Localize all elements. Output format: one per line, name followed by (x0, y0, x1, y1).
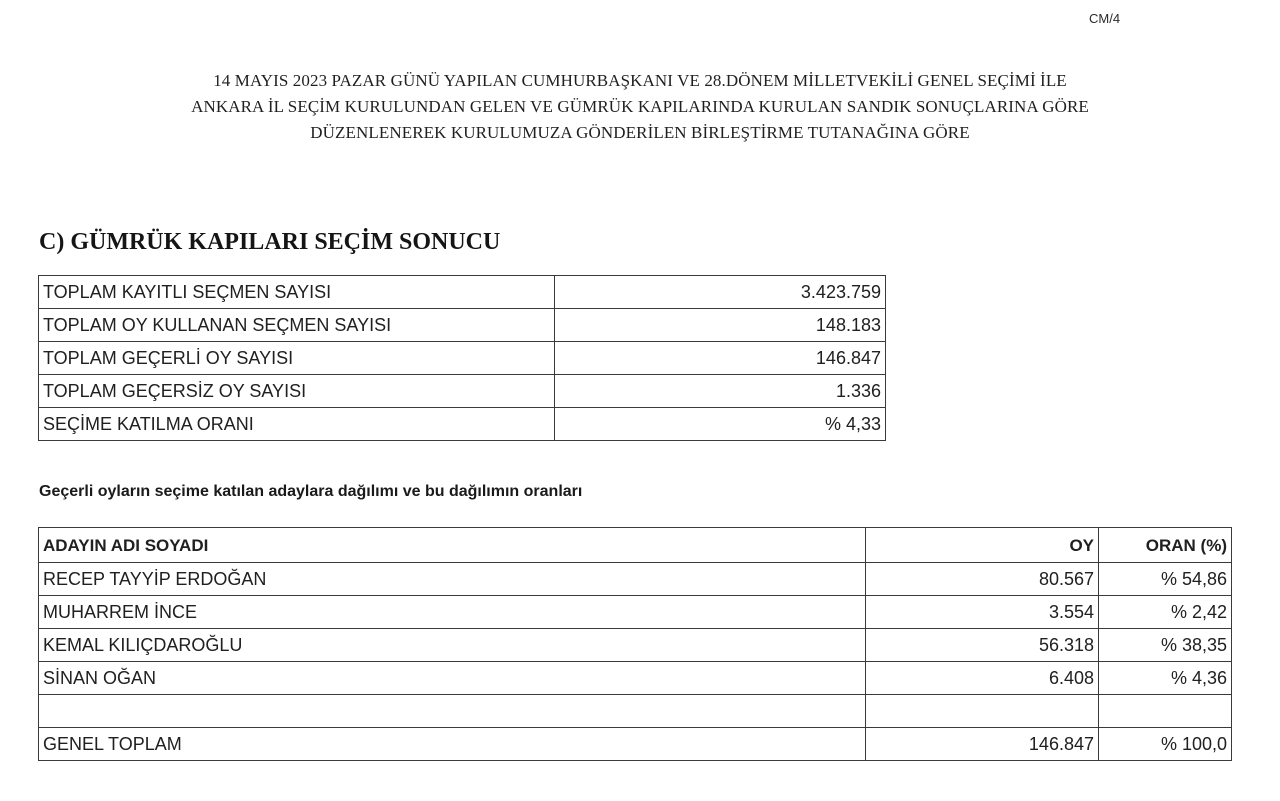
candidate-row (39, 629, 1232, 662)
header-rate: ORAN (%) (1099, 528, 1232, 563)
summary-row (39, 276, 886, 309)
candidate-name: SİNAN OĞAN (39, 662, 866, 695)
candidate-rate: % 4,36 (1099, 662, 1232, 695)
candidate-votes (866, 695, 1099, 728)
total-label: GENEL TOPLAM (39, 728, 866, 761)
summary-value: 3.423.759 (555, 276, 886, 309)
candidate-rate (1099, 695, 1232, 728)
summary-label: TOPLAM GEÇERLİ OY SAYISI (39, 342, 555, 375)
header-votes: OY (866, 528, 1099, 563)
page-code: CM/4 (1089, 11, 1121, 26)
candidate-name: RECEP TAYYİP ERDOĞAN (39, 563, 866, 596)
summary-value: % 4,33 (555, 408, 886, 441)
intro-line: ANKARA İL SEÇİM KURULUNDAN GELEN VE GÜMRÜK KAPILARINDA KURULAN SANDIK SONUÇLARINA GÖRE (191, 97, 1089, 116)
summary-label: TOPLAM GEÇERSİZ OY SAYISI (39, 375, 555, 408)
candidate-name: KEMAL KILIÇDAROĞLU (39, 629, 866, 662)
section-title: C) GÜMRÜK KAPILARI SEÇİM SONUCU (39, 229, 501, 255)
candidate-row (39, 563, 1232, 596)
candidate-rate: % 54,86 (1099, 563, 1232, 596)
candidate-row-empty (39, 695, 1232, 728)
intro-line: DÜZENLENEREK KURULUMUZA GÖNDERİLEN BİRLEŞTİRME TUTANAĞINA GÖRE (310, 123, 970, 142)
summary-table (38, 275, 886, 441)
summary-row (39, 375, 886, 408)
summary-label: SEÇİME KATILMA ORANI (39, 408, 555, 441)
distribution-heading: Geçerli oyların seçime katılan adaylara dağılımı ve bu dağılımın oranları (39, 483, 583, 500)
intro-line: 14 MAYIS 2023 PAZAR GÜNÜ YAPILAN CUMHURBAŞKANI VE 28.DÖNEM MİLLETVEKİLİ GENEL SEÇİMİ İLE (213, 71, 1067, 90)
document-intro (20, 68, 1260, 146)
total-row (39, 728, 1232, 761)
candidate-name: MUHARREM İNCE (39, 596, 866, 629)
summary-row (39, 309, 886, 342)
candidate-header-row (39, 528, 1232, 563)
candidate-row (39, 596, 1232, 629)
candidate-row (39, 662, 1232, 695)
candidate-votes: 3.554 (866, 596, 1099, 629)
summary-value: 1.336 (555, 375, 886, 408)
candidate-votes: 80.567 (866, 563, 1099, 596)
summary-label: TOPLAM KAYITLI SEÇMEN SAYISI (39, 276, 555, 309)
candidate-votes: 56.318 (866, 629, 1099, 662)
candidate-votes: 6.408 (866, 662, 1099, 695)
summary-label: TOPLAM OY KULLANAN SEÇMEN SAYISI (39, 309, 555, 342)
summary-value: 148.183 (555, 309, 886, 342)
summary-value: 146.847 (555, 342, 886, 375)
summary-row (39, 342, 886, 375)
candidate-table (38, 527, 1232, 761)
candidate-rate: % 2,42 (1099, 596, 1232, 629)
summary-row (39, 408, 886, 441)
total-rate: % 100,0 (1099, 728, 1232, 761)
candidate-name (39, 695, 866, 728)
candidate-rate: % 38,35 (1099, 629, 1232, 662)
header-name: ADAYIN ADI SOYADI (39, 528, 866, 563)
total-votes: 146.847 (866, 728, 1099, 761)
